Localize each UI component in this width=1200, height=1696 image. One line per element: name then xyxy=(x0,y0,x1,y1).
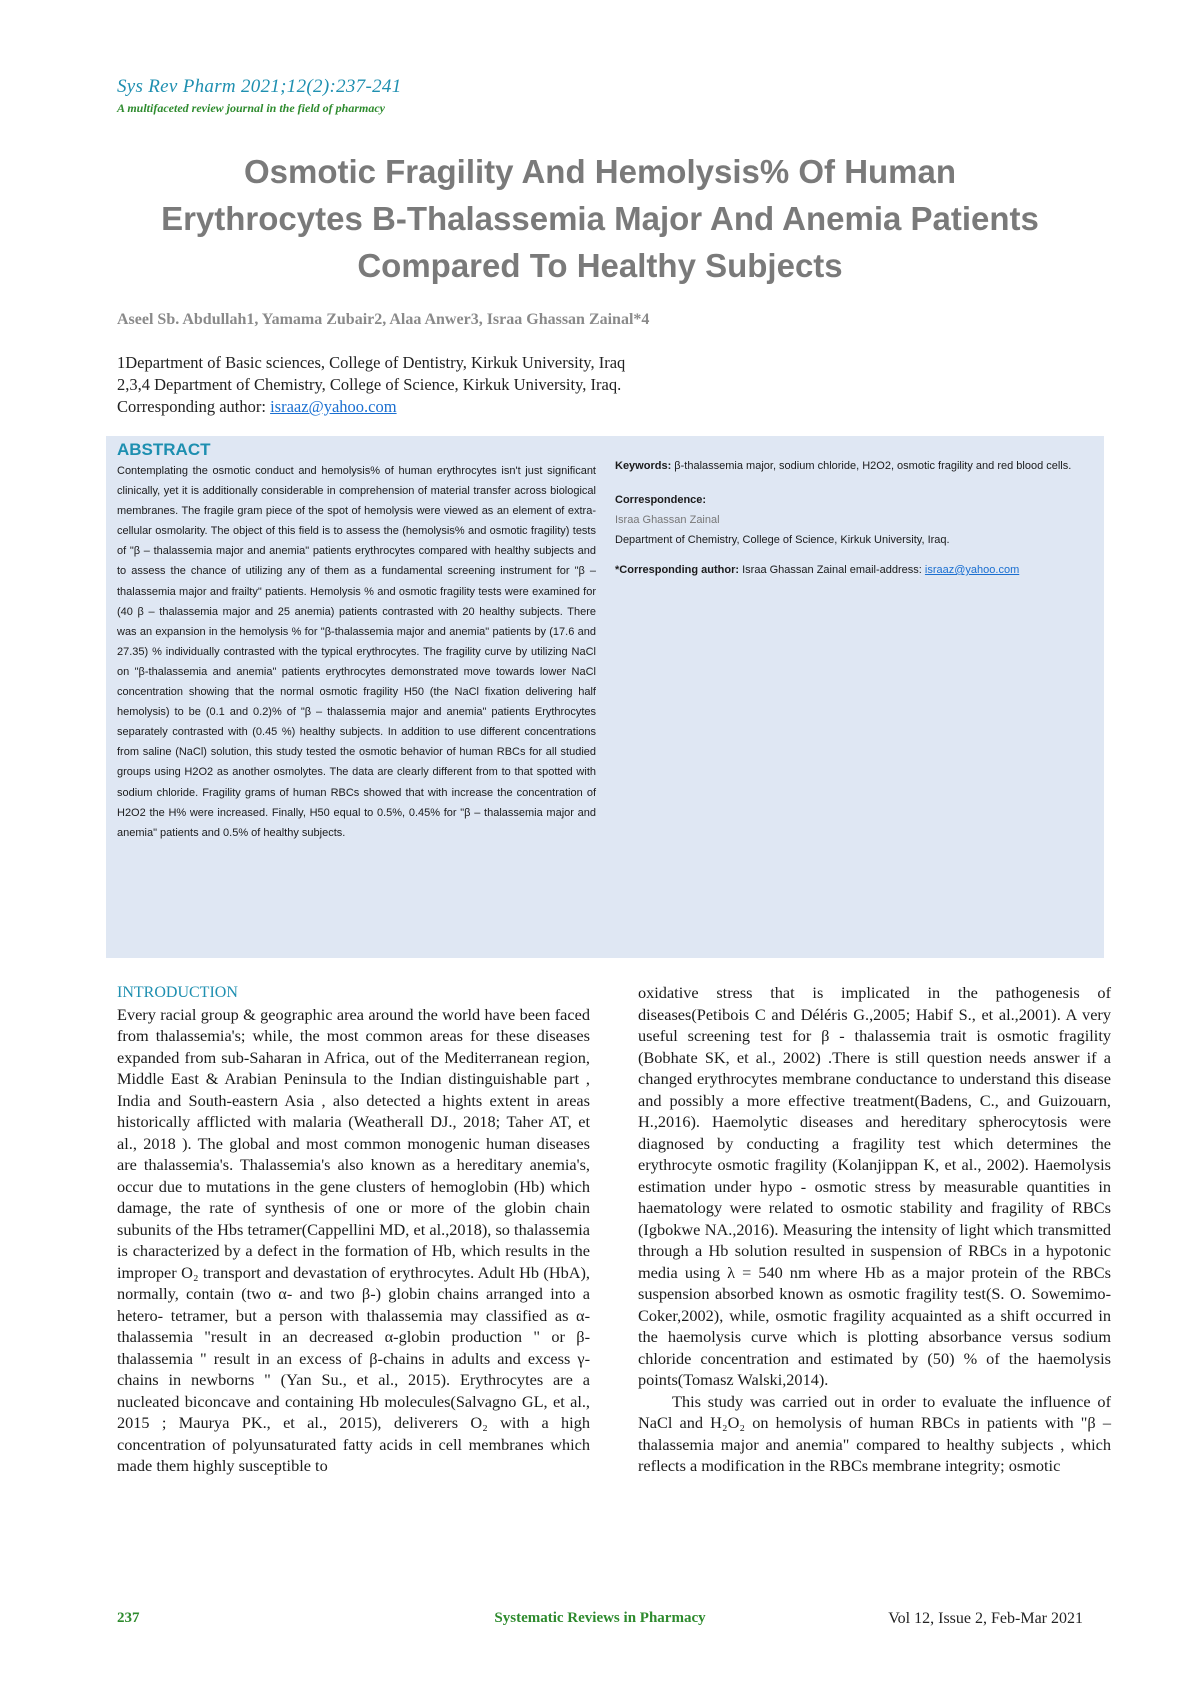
journal-tagline: A multifaceted review journal in the field of pharmacy xyxy=(117,101,385,115)
footer-journal-name: Systematic Reviews in Pharmacy xyxy=(494,1610,706,1626)
keywords-text: β-thalassemia major, sodium chloride, H2O2, osmotic fragility and red blood cells. xyxy=(671,460,1072,472)
abstract-heading: ABSTRACT xyxy=(117,440,211,459)
title-line-2: Erythrocytes Β-Thalassemia Major And Anemia Patients xyxy=(161,200,1039,237)
correspondence-label: Correspondence: xyxy=(615,494,707,506)
keywords-label: Keywords: xyxy=(615,460,672,472)
intro-paragraph-1: Every racial group & geographic area around the world have been faced from thalassemia's; while, the most common areas for these diseases expanded from sub-Saharan in Africa, out of the Mediterranean region, Middle East & Arabian Peninsula to the Indian distinguishable part , India and South-eastern Asia , also detected a hights extent in areas historically afflicted with malaria (Weatherall DJ., 2018; Taher AT, et al., 2018 ). The global and most common monogenic human diseases are thalassemia's. Thalassemia's also known as a hereditary anemia's, occur due to mutations in the gene clusters of hemoglobin (Hb) which damage, the rate of synthesis of one or more of the globin chain subunits of the Hbs tetramer(Cappellini MD, et al.,2018), so thalassemia is characterized by a defect in the formation of Hb, which results in the improper O₂ transport and devastation of erythrocytes. Adult Hb (HbA), normally, contain (two α- and two β-) globin chains arranged into a hetero- tetramer, but a person with thalassemia may classified as α- thalassemia "result in an decreased α-globin production " or β- thalassemia " result in an excess of β-chains in adults and excess γ-chains in newborns " (Yan Su., et al., 2015). Erythrocytes are a nucleated biconcave and containing Hb molecules(Salvagno GL, et al., 2015 ; Maurya PK., et al., 2015), deliverers O₂ with a high concentration of polyunsaturated fatty acids in cell membranes which made them highly susceptible to xyxy=(117,1004,590,1475)
footer-volume-issue: Vol 12, Issue 2, Feb-Mar 2021 xyxy=(888,1610,1083,1627)
correspondence-name: Israa Ghassan Zainal xyxy=(615,514,720,526)
page-number: 237 xyxy=(117,1610,140,1626)
correspondence-department: Department of Chemistry, College of Science, Kirkuk University, Iraq. xyxy=(615,534,950,546)
keywords xyxy=(615,456,1095,476)
intro-paragraph-2: oxidative stress that is implicated in the pathogenesis of diseases(Petibois C and Déléris G.,2005; Habif S., et al.,2001). A very useful screening test for β - thalassemia trait is osmotic fragility (Bobhate SK, et al., 2002) .There is still question needs answer if a changed erythrocytes membrane conductance to understand this disease and possibly a more effective treatment(Badens, C., and Guizouarn, H.,2016). Haemolytic diseases and hereditary spherocytosis were diagnosed by conducting a fragility test which determines the erythrocyte osmotic fragility (Kolanjippan K, et al., 2002). Haemolysis estimation under hypo - osmotic stress by measurable quantities in haematology were related to osmotic stability and fragility of RBCs (Igbokwe NA.,2016). Measuring the intensity of light which transmitted through a Hb solution resulted in suspension of RBCs in a hypotonic media using λ = 540 nm where Hb as a major protein of the RBCs suspension absorbed known as osmotic fragility test(S. O. Sowemimo-Coker,2002), while, osmotic fragility acquainted as a shift occurred in the haemolysis curve which is plotting absorbance versus sodium chloride concentration and estimated by (50) % of the haemolysis points(Tomasz Walski,2014). xyxy=(638,983,1111,1389)
body-column-left xyxy=(117,982,590,1477)
title-line-3: Compared To Healthy Subjects xyxy=(357,247,843,284)
footnote-label: *Corresponding author: xyxy=(615,564,743,576)
keywords-correspondence-block xyxy=(615,456,1095,580)
footnote-email-link[interactable]: israaz@yahoo.com xyxy=(924,564,1020,576)
corresponding-author-line xyxy=(117,397,397,417)
corresponding-footnote xyxy=(615,560,1095,580)
corresponding-label: Corresponding author: xyxy=(117,397,271,416)
introduction-heading: INTRODUCTION xyxy=(117,984,238,1001)
article-title xyxy=(100,148,1100,289)
journal-reference: Sys Rev Pharm 2021;12(2):237-241 xyxy=(117,76,402,97)
footnote-text: Israa Ghassan Zainal email-address: xyxy=(742,564,925,576)
affiliation-2: 2,3,4 Department of Chemistry, College of Science, Kirkuk University, Iraq. xyxy=(117,375,622,394)
author-list: Aseel Sb. Abdullah1, Yamama Zubair2, Alaa Anwer3, Israa Ghassan Zainal*4 xyxy=(117,311,650,328)
body-column-right xyxy=(638,982,1111,1477)
affiliation-1: 1Department of Basic sciences, College of Dentistry, Kirkuk University, Iraq xyxy=(117,353,626,372)
corresponding-email-link[interactable]: israaz@yahoo.com xyxy=(270,397,397,416)
abstract-text: Contemplating the osmotic conduct and hemolysis% of human erythrocytes isn't just significant clinically, yet it is additionally considerable in comprehension of material transfer across biological membranes. The fragile gram piece of the spot of hemolysis were viewed as an element of extra-cellular osmolarity. The object of this field is to assess the (hemolysis% and osmotic fragility) tests of "β – thalassemia major and anemia" patients erythrocytes compared with healthy subjects and to assess the chance of utilizing any of them as a fundamental screening instrument for "β – thalassemia major and frailty" patients. Hemolysis % and osmotic fragility tests were examined for (40 β – thalassemia major and 25 anemia) patients contrasted with 20 healthy subjects. There was an expansion in the hemolysis % for "β-thalassemia major and anemia" patients by (17.6 and 27.35) % individually contrasted with the typical erythrocytes. The fragility curve by utilizing NaCl on "β-thalassemia and anemia" patients erythrocytes demonstrated move towards lower NaCl concentration showing that the normal osmotic fragility H50 (the NaCl fixation delivering half hemolysis) to be (0.1 and 0.2)% of "β – thalassemia major and anemia" patients Erythrocytes separately contrasted with (0.45 %) healthy subjects. In addition to use different concentrations from saline (NaCl) solution, this study tested the osmotic behavior of human RBCs for all studied groups using H2O2 as another osmolytes. The data are clearly different from to that spotted with sodium chloride. Fragility grams of human RBCs showed that with increase the concentration of H2O2 the H% were increased. Finally, H50 equal to 0.5%, 0.45% for "β – thalassemia major and anemia" patients and 0.5% of healthy subjects. xyxy=(117,465,596,839)
intro-paragraph-3: This study was carried out in order to evaluate the influence of NaCl and H₂O₂ on hemolysis of human RBCs in patients with "β – thalassemia major and anemia" compared to healthy subjects , which reflects a modification in the RBCs membrane integrity; osmotic xyxy=(638,1391,1111,1475)
title-line-1: Osmotic Fragility And Hemolysis% Of Human xyxy=(243,153,957,190)
